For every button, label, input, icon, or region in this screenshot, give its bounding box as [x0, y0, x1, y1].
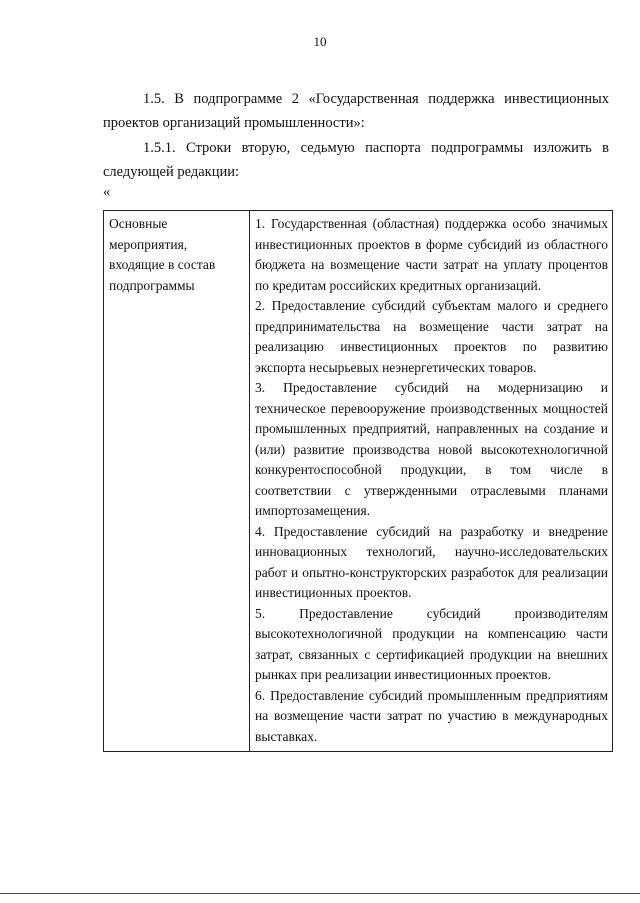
list-item: 3. Предоставление субсидий на модернизацию и техническое перевооружение производственных мощностей промышленных предприятий, направленных на создание и (или) развитие производства новой высокотехнологичной конкурентоспособной продукции, в том числе в соответствии с утвержденными отраслевыми планами импортозамещения. [255, 380, 608, 518]
table-row [104, 211, 613, 752]
list-item: 5. Предоставление субсидий производителям высокотехнологичной продукции на компенсацию части затрат, связанных с сертификацией продукции на внешних рынках при реализации инвестиционных проектов. [255, 605, 608, 682]
list-item: 1. Государственная (областная) поддержка особо значимых инвестиционных проектов в форме субсидий из областного бюджета на возмещение части затрат на уплату процентов по кредитам российских кредитных организаций. [255, 216, 608, 293]
row-label-cell [104, 211, 250, 752]
list-item: 4. Предоставление субсидий на разработку и внедрение инновационных технологий, научно-исследовательских работ и опытно-конструкторских разработок для реализации инвестиционных проектов. [255, 523, 608, 600]
section-subheading [103, 136, 609, 184]
page-number: 10 [313, 34, 327, 49]
row-value-cell [250, 211, 613, 752]
list-item: 2. Предоставление субсидий субъектам малого и среднего предпринимательства на возмещение части затрат на реализацию инвестиционных проектов по развитию экспорта несырьевых неэнергетических товаров. [255, 298, 608, 375]
passport-table [103, 210, 613, 752]
section-heading [103, 87, 609, 135]
opening-quote-mark: « [103, 184, 111, 200]
section-heading-text: 1.5. В подпрограмме 2 «Государственная поддержка инвестиционных проектов организаций промышленности»: [103, 91, 609, 131]
scan-edge-divider [0, 893, 640, 894]
section-subheading-text: 1.5.1. Строки вторую, седьмую паспорта подпрограммы изложить в следующей редакции: [103, 140, 609, 180]
list-item: 6. Предоставление субсидий промышленным предприятиям на возмещение части затрат по участию в международных выставках. [255, 687, 608, 744]
row-label: Основные мероприятия, входящие в состав подпрограммы [109, 216, 216, 293]
